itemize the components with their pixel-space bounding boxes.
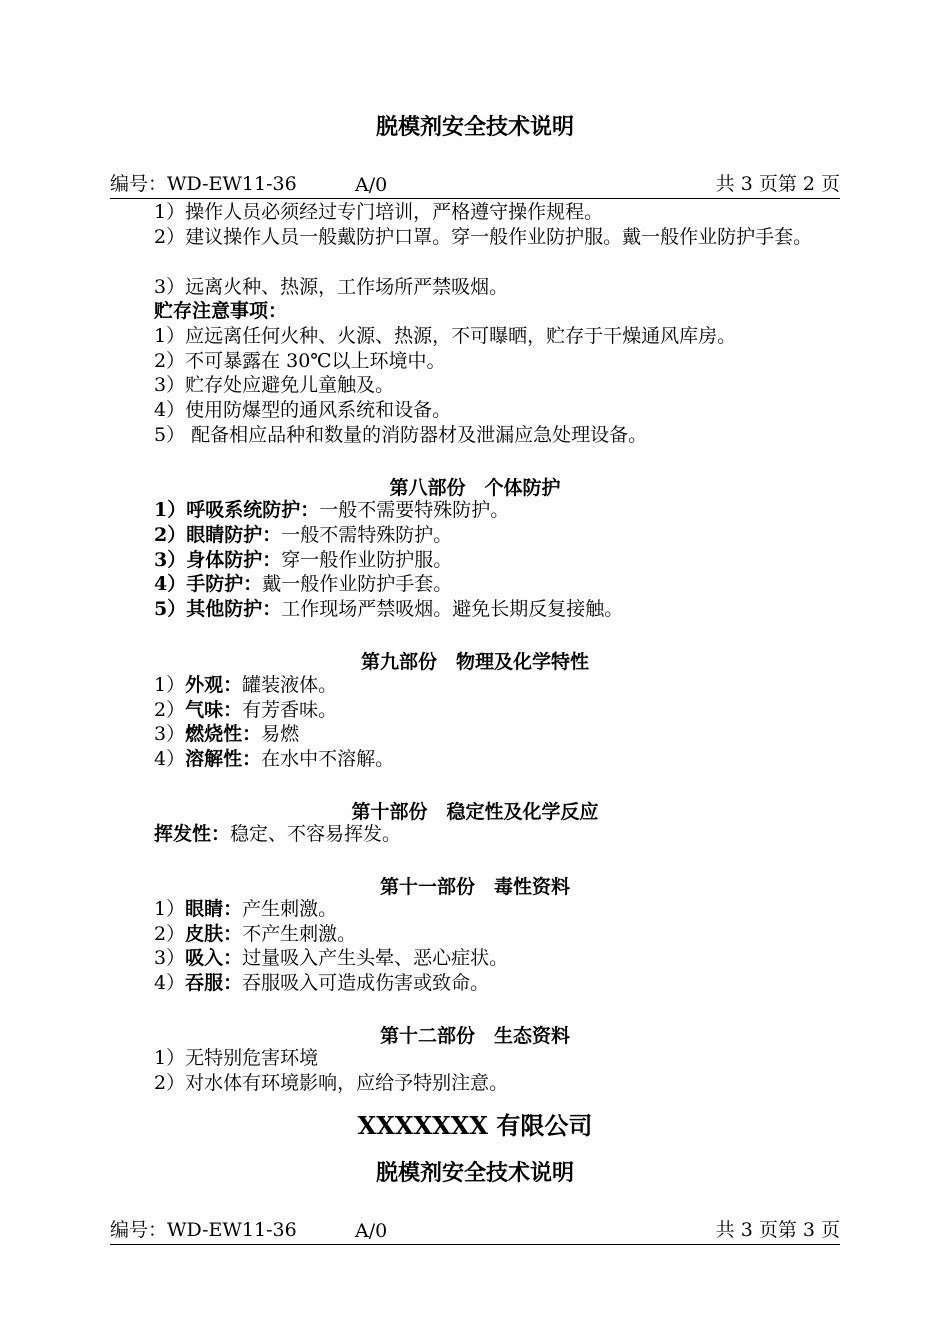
protection-item [154, 597, 886, 622]
property-text: 罐装液体。 [242, 674, 338, 696]
property-label: 外观： [185, 674, 243, 696]
storage-item: 5） 配备相应品种和数量的消防器材及泄漏应急处理设备。 [154, 424, 648, 446]
property-item [154, 747, 886, 772]
toxicity-item [154, 897, 886, 922]
property-num: 2） [154, 699, 186, 721]
handling-item: 2）建议操作人员一般戴防护口罩。穿一般作业防护服。戴一般作业防护手套。 [154, 226, 813, 248]
toxicity-label: 吞服： [185, 972, 243, 994]
protection-label: 1）呼吸系统防护： [154, 499, 320, 521]
toxicity-num: 2） [154, 923, 186, 945]
property-item [154, 722, 886, 747]
section-heading-part8: 第八部份 个体防护 [389, 477, 561, 499]
toxicity-num: 3） [154, 947, 186, 969]
section-heading-part9: 第九部份 物理及化学特性 [360, 651, 589, 673]
doc-page-number: 共 3 页第 2 页 [715, 173, 840, 195]
toxicity-label: 眼睛： [185, 898, 243, 920]
doc-page-number: 共 3 页第 3 页 [715, 1219, 840, 1241]
storage-heading [154, 299, 886, 324]
section-heading-part12: 第十二部份 生态资料 [379, 1025, 570, 1047]
protection-text: 工作现场严禁吸烟。避免长期反复接触。 [281, 598, 624, 620]
protection-text: 一般不需要特殊防护。 [319, 499, 510, 521]
doc-revision: A/0 [355, 1220, 388, 1242]
property-label: 气味： [185, 699, 243, 721]
storage-item: 1）应远离任何火种、火源、热源，不可曝晒，贮存于干燥通风库房。 [154, 325, 737, 347]
protection-text: 一般不需特殊防护。 [281, 524, 453, 546]
property-text: 在水中不溶解。 [261, 748, 395, 770]
handling-item: 1）操作人员必须经过专门培训，严格遵守操作规程。 [154, 201, 604, 223]
handling-item: 3）远离火种、热源，工作场所严禁吸烟。 [154, 276, 509, 298]
stability-text: 稳定、不容易挥发。 [230, 823, 402, 845]
toxicity-text: 吞服吸入可造成伤害或致命。 [242, 972, 490, 994]
property-text: 有芳香味。 [242, 699, 338, 721]
section-heading-part10: 第十部份 稳定性及化学反应 [351, 801, 599, 823]
company-name: XXXXXXX 有限公司 [357, 1111, 593, 1140]
toxicity-text: 不产生刺激。 [242, 923, 357, 945]
protection-label: 4）手防护： [154, 573, 263, 595]
toxicity-item [154, 946, 886, 971]
toxicity-item [154, 971, 886, 996]
doc-code: 编号：WD-EW11-36 [110, 173, 297, 195]
protection-label: 3）身体防护： [154, 549, 282, 571]
property-num: 4） [154, 748, 186, 770]
ecology-item: 1）无特别危害环境 [154, 1047, 319, 1069]
protection-item [154, 498, 886, 523]
toxicity-label: 皮肤： [185, 923, 243, 945]
property-num: 3） [154, 723, 186, 745]
doc-code: 编号：WD-EW11-36 [110, 1219, 297, 1241]
property-item [154, 673, 886, 698]
protection-text: 戴一般作业防护手套。 [262, 573, 453, 595]
storage-item: 4）使用防爆型的通风系统和设备。 [154, 399, 452, 421]
property-label: 溶解性： [185, 748, 262, 770]
toxicity-text: 产生刺激。 [242, 898, 338, 920]
doc-meta-bar [110, 1218, 840, 1245]
protection-label: 2）眼睛防护： [154, 524, 282, 546]
page-title: 脱模剂安全技术说明 [375, 1160, 574, 1186]
toxicity-num: 4） [154, 972, 186, 994]
storage-heading-text: 贮存注意事项： [154, 300, 288, 322]
property-num: 1） [154, 674, 186, 696]
doc-revision: A/0 [355, 174, 388, 196]
toxicity-num: 1） [154, 898, 186, 920]
property-label: 燃烧性： [185, 723, 262, 745]
protection-item [154, 548, 886, 573]
property-item [154, 698, 886, 723]
protection-item [154, 572, 886, 597]
property-text: 易燃 [261, 723, 300, 745]
stability-label: 挥发性： [154, 823, 231, 845]
protection-label: 5）其他防护： [154, 598, 282, 620]
stability-item [154, 822, 886, 847]
doc-meta-bar [110, 172, 840, 199]
ecology-item: 2）对水体有环境影响，应给予特别注意。 [154, 1072, 509, 1094]
storage-item: 2）不可暴露在 30℃以上环境中。 [154, 350, 446, 372]
toxicity-label: 吸入： [185, 947, 243, 969]
toxicity-text: 过量吸入产生头晕、恶心症状。 [242, 947, 509, 969]
page-title: 脱模剂安全技术说明 [375, 114, 574, 140]
protection-item [154, 523, 886, 548]
section-heading-part11: 第十一部份 毒性资料 [379, 876, 570, 898]
protection-text: 穿一般作业防护服。 [281, 549, 453, 571]
toxicity-item [154, 922, 886, 947]
storage-item: 3）贮存处应避免儿童触及。 [154, 374, 395, 396]
